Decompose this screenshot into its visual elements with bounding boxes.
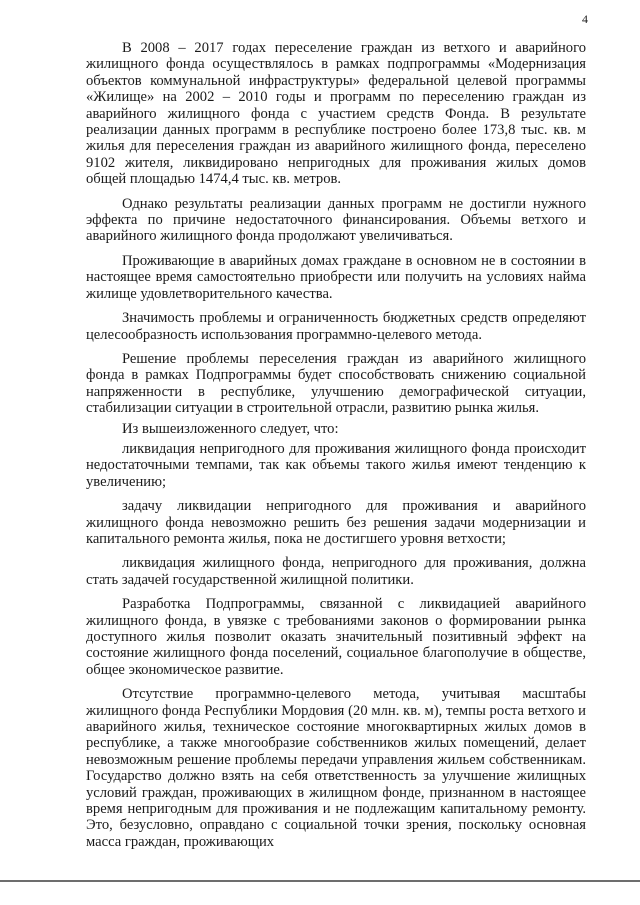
page-number: 4	[582, 12, 588, 26]
paragraph-program-target-method: Отсутствие программно-целевого метода, учитывая масштабы жилищного фонда Республики Мордовия (20 млн. кв. м), темпы роста ветхого и аварийного жилья, техническое состояние многоквартирных жилых домов в республике, а также многообразие собственников жилых помещений, делает невозможным решение проблемы передачи управления жильем собственникам. Государство должно взять на себя ответственность за улучшение жилищных условий граждан, проживающих в жилищном фонде, признанном в настоящее время непригодным для проживания и не подлежащим капитальному ремонту. Это, безусловно, оправдано с социальной точки зрения, поскольку основная масса граждан, проживающих	[86, 686, 586, 850]
paragraph-conclusion-modernization: задачу ликвидации непригодного для проживания и аварийного жилищного фонда невозможно решить без решения задачи модернизации и капитального ремонта жилья, пока не достигшего уровня ветхости;	[86, 498, 586, 547]
paragraph-conclusion-state-policy: ликвидация жилищного фонда, непригодного для проживания, должна стать задачей государственной жилищной политики.	[86, 555, 586, 588]
document-body	[86, 40, 586, 850]
paragraph-problem-significance: Значимость проблемы и ограниченность бюджетных средств определяют целесообразность использования программно-целевого метода.	[86, 310, 586, 343]
page-bottom-rule	[0, 880, 640, 882]
paragraph-conclusion-liquidation-pace: ликвидация непригодного для проживания жилищного фонда происходит недостаточными темпами, так как объемы такого жилья имеют тенденцию к увеличению;	[86, 440, 586, 490]
paragraph-solution-effects: Решение проблемы переселения граждан из аварийного жилищного фонда в рамках Подпрограммы будет способствовать снижению социальной напряженности в республике, улучшению демографической ситуации, стабилизации ситуации в строительной отрасли, развитию рынка жилья.	[86, 350, 586, 417]
paragraph-subprogram-development: Разработка Подпрограммы, связанной с ликвидацией аварийного жилищного фонда, в увязке с требованиями законов о формировании рынка доступного жилья позволит оказать значительный позитивный эффект на состояние жилищного фонда поселений, социальное благополучие в обществе, общее экономическое развитие.	[86, 596, 586, 678]
paragraph-conclusion-intro: Из вышеизложенного следует, что:	[122, 420, 339, 437]
paragraph-resettlement-history: В 2008 – 2017 годах переселение граждан из ветхого и аварийного жилищного фонда осуществлялось в рамках подпрограммы «Модернизация объектов коммунальной инфраструктуры» федеральной целевой программы «Жилище» на 2002 – 2010 годы и программ по переселению граждан из аварийного жилищного фонда с участием средств Фонда. В результате реализации данных программ в республике построено более 173,8 тыс. кв. м жилья для переселения граждан из аварийного жилищного фонда, переселено 9102 жителя, ликвидировано непригодных для проживания жилых домов общей площадью 1474,4 тыс. кв. метров.	[86, 40, 586, 188]
paragraph-residents-situation: Проживающие в аварийных домах граждане в основном не в состоянии в настоящее время самостоятельно приобрести или получить на условиях найма жилище удовлетворительного качества.	[86, 252, 586, 302]
paragraph-insufficient-funding: Однако результаты реализации данных программ не достигли нужного эффекта по причине недостаточного финансирования. Объемы ветхого и аварийного жилищного фонда продолжают увеличиваться.	[86, 195, 586, 245]
